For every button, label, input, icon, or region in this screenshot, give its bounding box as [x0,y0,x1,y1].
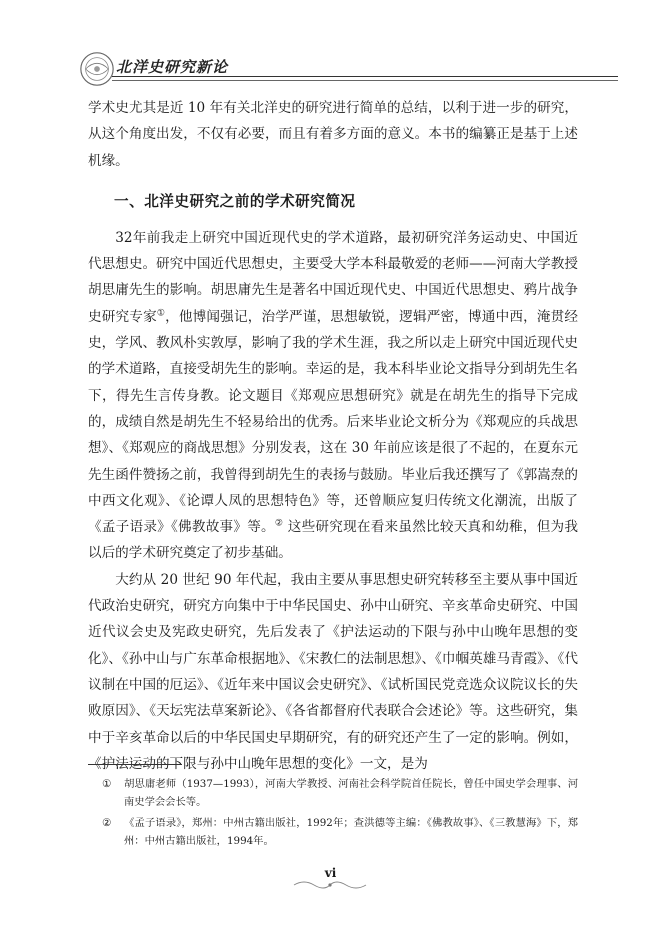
footnote-text: 《孟子语录》，郑州：中州古籍出版社，1992年；查洪德等主编：《佛教故事》、《三教慧海》下，郑州：中州古籍出版社，1994年。 [124,817,578,847]
paragraph-1: 学术史尤其是近 10 年有关北洋史的研究进行简单的总结，以利于进一步的研究，从这个角度出发，不仅有必要，而且有着多方面的意义。本书的编纂正是基于上述机缘。 [88,100,578,169]
paragraph-2-part-c: 这些研究现在看来虽然比较天真和幼稚，但为我以后的学术研究奠定了初步基础。 [88,519,578,562]
running-header [78,46,618,90]
paragraph-2-part-b: ，他博闻强记，治学严谨，思想敏锐，逻辑严密，博通中西，淹贯经史，学风、教风朴实敦厚，影响了我的学术生涯，我之所以走上研究中国近现代史的学术道路，直接受胡先生的影响。幸运的是，我本科毕业论文指导分到胡先生名下，得先生言传身教。论文题目《郑观应思想研究》就是在胡先生的指导下完成的，成绩自然是胡先生不轻易给出的优秀。后来毕业论文析分为《郑观应的兵战思想》、《郑观应的商战思想》分别发表，这在 30 年前应该是很了不起的，在夏东元先生函件赞扬之前，我曾得到胡先生的表扬与鼓励。毕业后我还撰写了《郭嵩焘的中西文化观》、《论谭人凤的思想特色》等，还曾顺应复归传统文化潮流，出版了《孟子语录》《佛教故事》等。 [88,308,579,536]
header-title: 北洋史研究新论 [116,58,229,76]
paragraph-2-part-a: 32年前我走上研究中国近现代史的学术道路，最初研究洋务运动史、中国近代思想史。研究中国近代思想史，主要受大学本科最敬爱的老师——河南大学教授胡思庸先生的影响。胡思庸先生是著名中国近现代史、中国近代思想史、鸦片战争史研究专家 [88,229,578,325]
page-ornament-icon [290,878,370,892]
footnote-2 [88,815,578,850]
page-number: vi [324,866,337,880]
footnote-ref-2[interactable]: ② [274,518,284,529]
header-rule-thin [112,80,618,81]
footnote-divider [88,764,182,765]
footnote-1 [88,776,578,811]
section-heading: 一、北洋史研究之前的学术研究简况 [114,192,356,210]
footnote-ref-1[interactable]: ① [156,308,166,319]
paragraph-3: 大约从 20 世纪 90 年代起，我由主要从事思想史研究转移至主要从事中国近代政治史研究，研究方向集中于中华民国史、孙中山研究、辛亥革命史研究、中国近代议会史及宪政史研究，先后发表了《护法运动的下限与孙中山晚年思想的变化》、《孙中山与广东革命根据地》、《宋教仁的法制思想》、《巾帼英雄马青霞》、《代议制在中国的厄运》、《近年来中国议会史研究》、《试析国民党竞选众议院议长的失败原因》、《天坛宪法草案新论》、《各省都督府代表联合会述论》等。这些研究，集中于辛亥革命以后的中华民国史早期研究，有的研究还产生了一定的影响。例如，《护法运动的下限与孙中山晚年思想的变化》一文，是为 [88,571,578,772]
paragraph-2 [88,225,578,567]
footnote-text: 胡思庸老师（1937—1993），河南大学教授、河南社会科学院首任院长，曾任中国史学会理事、河南史学会会长等。 [124,778,578,808]
footnote-mark: ② [102,817,112,829]
footnotes [88,776,578,854]
header-rule [112,76,618,77]
page-body [88,95,578,777]
footnote-mark: ① [102,778,112,790]
emblem-icon [78,50,116,88]
